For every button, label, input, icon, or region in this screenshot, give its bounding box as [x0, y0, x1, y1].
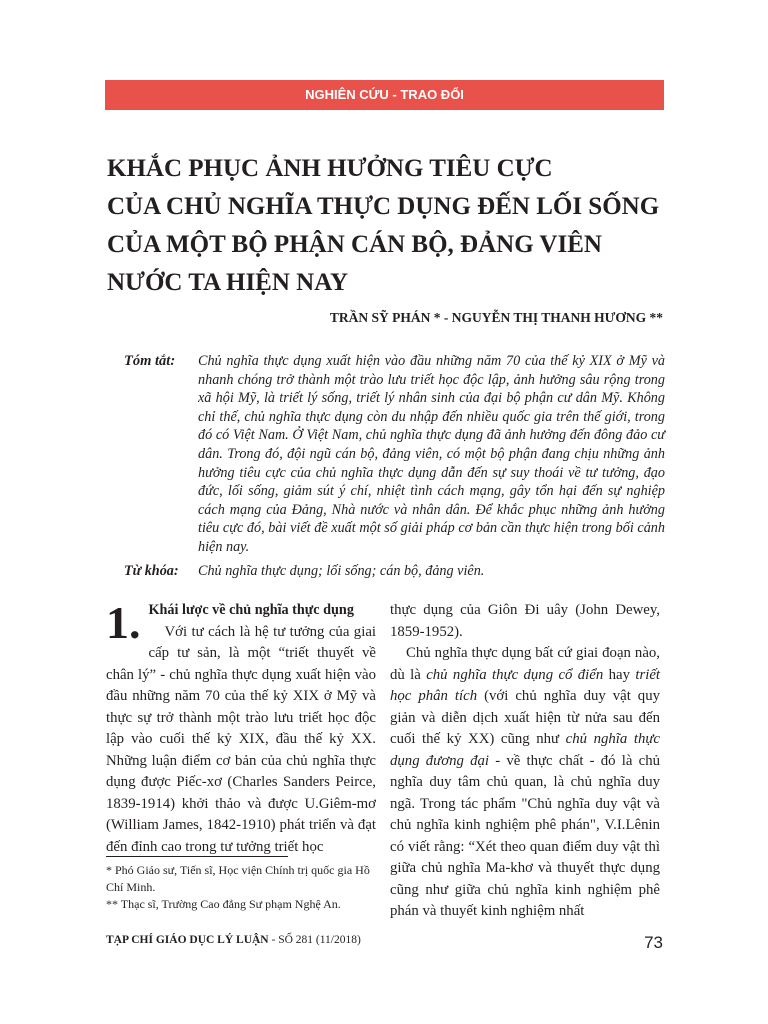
- section-heading: Khái lược về chủ nghĩa thực dụng: [148, 602, 354, 618]
- keywords: [107, 563, 665, 580]
- italic-term: chủ nghĩa thực dụng đương đại: [390, 731, 660, 769]
- title-line: CỦA CHỦ NGHĨA THỰC DỤNG ĐẾN LỐI SỐNG: [107, 193, 660, 220]
- journal-footer: [106, 934, 361, 946]
- section-number: 1.: [106, 597, 141, 648]
- title-line: NƯỚC TA HIỆN NAY: [107, 269, 349, 296]
- authors: TRẦN SỸ PHÁN * - NGUYỄN THỊ THANH HƯƠNG **: [329, 310, 663, 325]
- body-paragraph: Với tư cách là hệ tư tưởng của giai cấp tư sản, là một “triết thuyết về chân lý” - chủ nghĩa thực dụng xuất hiện vào đầu những năm 70 của thế kỷ XIX ở Mỹ và thực sự trở thành một trào lưu triết học độc lập vào cuối thế kỷ XIX, đầu thế kỷ XX. Những luận điểm cơ bản của chủ nghĩa thực dụng được Piếc-xơ (Charles Sanders Peirce, 1839-1914) khởi thảo và được U.Giêm-mơ (William James, 1842-1910) phát triển và đạt đến đỉnh cao trong tư tưởng triết học: [106, 623, 376, 855]
- abstract-label: Tóm tắt:: [124, 353, 176, 369]
- italic-term: chủ nghĩa thực dụng cổ điển: [426, 666, 604, 683]
- article-title: [107, 150, 667, 302]
- journal-issue: - SỐ 281 (11/2018): [268, 934, 361, 946]
- page-number: 73: [644, 933, 663, 952]
- body-paragraph: [390, 643, 660, 923]
- italic-term: triết học phân tích: [390, 666, 661, 704]
- text-run: Chủ nghĩa thực dụng bất cứ giai đoạn nào, dù là: [390, 645, 660, 683]
- section-label: NGHIÊN CỨU - TRAO ĐỔI: [105, 80, 664, 110]
- text-run: - về thực chất - đó là chủ nghĩa duy tâm chủ quan, là chủ nghĩa duy ngã. Trong tác phẩm "Chủ nghĩa duy vật và chủ nghĩa kinh nghiệm phê phán", V.I.Lênin có viết rằng: “Xét theo quan điểm duy vật thì giữa chủ nghĩa Ma-khơ và thuyết thực dụng cũng như giữa chủ nghĩa kinh nghiệm phê phán và thuyết kinh nghiệm nhất: [390, 752, 660, 919]
- abstract-text: Chủ nghĩa thực dụng xuất hiện vào đầu những năm 70 của thế kỷ XIX ở Mỹ và nhanh chóng trở thành một trào lưu triết học độc lập, ảnh hưởng sâu rộng trong xã hội Mỹ, là triết lý sống, triết lý nhân sinh của đại bộ phận cư dân Mỹ. Không chỉ thế, chủ nghĩa thực dụng còn du nhập đến nhiều quốc gia trên thế giới, trong đó có Việt Nam. Ở Việt Nam, chủ nghĩa thực dụng đã ảnh hưởng đến đông đảo cư dân. Trong đó, đội ngũ cán bộ, đảng viên, có một bộ phận đang chịu những ảnh hưởng tiêu cực của chủ nghĩa thực dụng dẫn đến sự suy thoái về tư tưởng, đạo đức, lối sống, giảm sút ý chí, nhiệt tình cách mạng, gây tổn hại đến sự nghiệp cách mạng của Đảng, Nhà nước và nhân dân. Để khắc phục những ảnh hưởng tiêu cực đó, bài viết đề xuất một số giải pháp cơ bản cần thực hiện trong bối cảnh hiện nay.: [198, 353, 665, 555]
- footnote-divider: [106, 856, 288, 857]
- title-line: CỦA MỘT BỘ PHẬN CÁN BỘ, ĐẢNG VIÊN: [107, 231, 602, 258]
- keywords-label: Từ khóa:: [124, 563, 179, 579]
- keywords-text: Chủ nghĩa thực dụng; lối sống; cán bộ, đảng viên.: [198, 563, 485, 579]
- text-run: (với chủ nghĩa duy vật quy giản và diễn dịch xuất hiện từ nửa sau đến cuối thế kỷ XX) cũng như: [390, 688, 660, 747]
- right-column: [390, 600, 660, 923]
- title-line: KHẮC PHỤC ẢNH HƯỞNG TIÊU CỰC: [107, 155, 553, 182]
- journal-name: TẠP CHÍ GIÁO DỤC LÝ LUẬN: [106, 934, 269, 946]
- footnotes: [106, 862, 378, 913]
- body-paragraph: thực dụng của Giôn Đi uây (John Dewey, 1859-1952).: [390, 602, 660, 640]
- text-run: hay: [603, 666, 636, 683]
- abstract: [107, 352, 665, 557]
- footnote: ** Thạc sĩ, Trường Cao đẳng Sư phạm Nghệ An.: [106, 897, 341, 911]
- footnote: * Phó Giáo sư, Tiến sĩ, Học viện Chính trị quốc gia Hồ Chí Minh.: [106, 863, 370, 894]
- left-column: [106, 597, 376, 858]
